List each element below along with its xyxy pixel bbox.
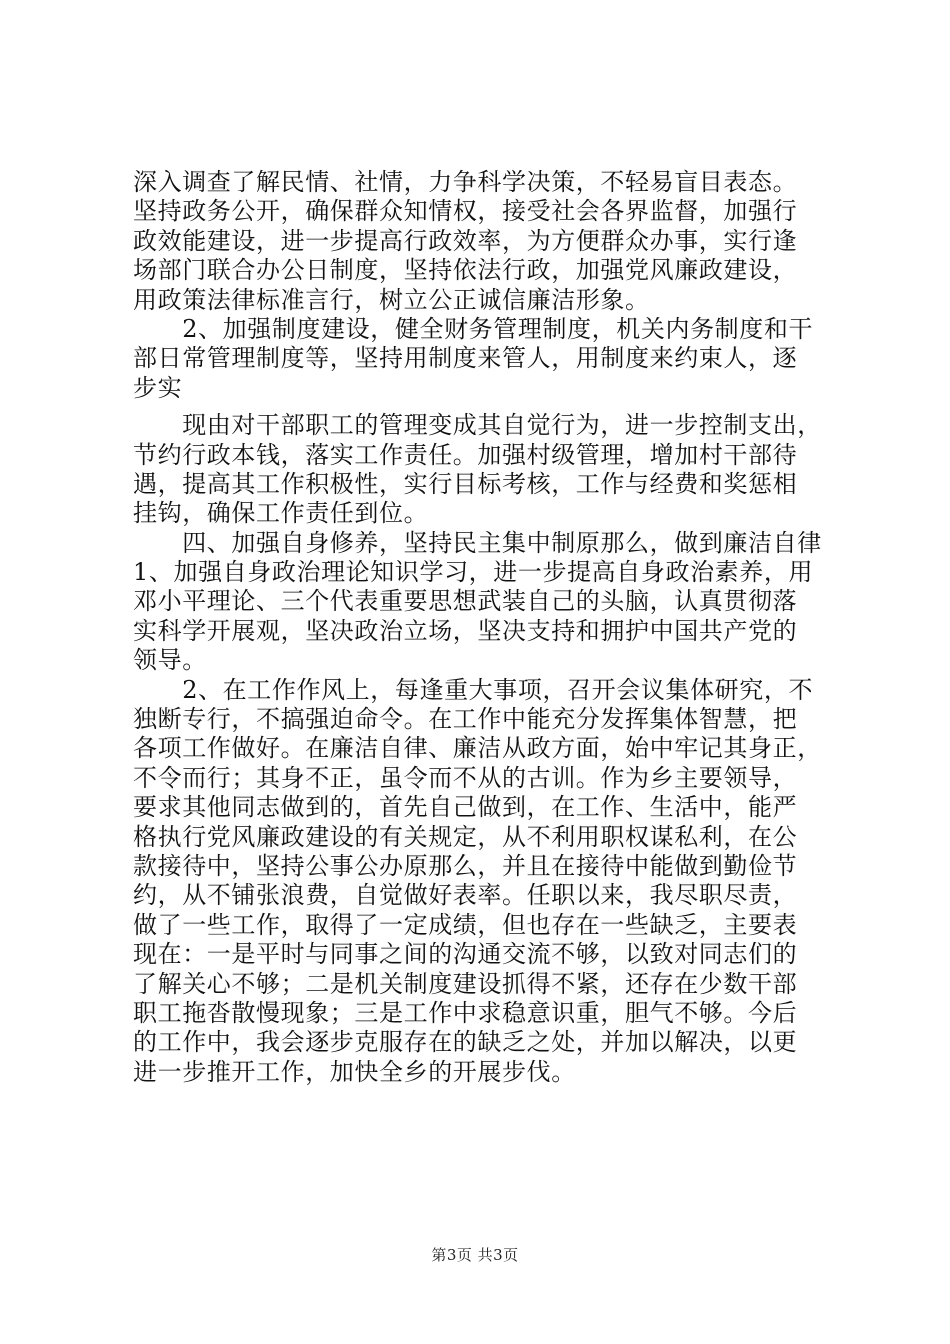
text-line: 进一步推开工作，加快全乡的开展步伐。 bbox=[133, 1057, 576, 1086]
text-line: 1、加强自身政治理论知识学习，进一步提高自身政治素养，用 bbox=[133, 558, 814, 587]
document-body bbox=[133, 168, 833, 1087]
text-line: 四、加强自身修养，坚持民主集中制原那么，做到廉洁自律 bbox=[133, 528, 822, 557]
page-number: 第3页 共3页 bbox=[431, 1246, 519, 1264]
text-line: 现由对干部职工的管理变成其自觉行为，进一步控制支出， bbox=[133, 411, 822, 440]
page-footer bbox=[0, 1244, 950, 1265]
text-line: 做了一些工作，取得了一定成绩，但也存在一些缺乏，主要表 bbox=[133, 910, 798, 939]
text-line: 领导。 bbox=[133, 646, 207, 675]
text-line: 职工拖沓散慢现象；三是工作中求稳意识重，胆气不够。今后 bbox=[133, 998, 798, 1027]
text-line: 格执行党风廉政建设的有关规定，从不利用职权谋私利，在公 bbox=[133, 822, 798, 851]
text-line: 各项工作做好。在廉洁自律、廉洁从政方面，始中牢记其身正， bbox=[133, 734, 822, 763]
paragraph-gap bbox=[133, 403, 833, 411]
text-line: 用政策法律标准言行，树立公正诚信廉洁形象。 bbox=[133, 285, 650, 314]
text-line: 场部门联合办公日制度，坚持依法行政，加强党风廉政建设， bbox=[133, 256, 798, 285]
text-line: 要求其他同志做到的，首先自己做到，在工作、生活中，能严 bbox=[133, 793, 798, 822]
text-line: 步实 bbox=[133, 373, 183, 402]
text-line: 深入调查了解民情、社情，力争科学决策，不轻易盲目表态。 bbox=[133, 168, 798, 196]
text-line: 部日常管理制度等，坚持用制度来管人，用制度来约束人，逐 bbox=[133, 344, 798, 373]
text-line: 约，从不铺张浪费，自觉做好表率。任职以来，我尽职尽责， bbox=[133, 881, 798, 910]
text-line: 政效能建设，进一步提高行政效率，为方便群众办事，实行逢 bbox=[133, 226, 798, 255]
text-line: 不令而行；其身不正，虽令而不从的古训。作为乡主要领导， bbox=[133, 763, 798, 792]
text-line: 的工作中，我会逐步克服存在的缺乏之处，并加以解决，以更 bbox=[133, 1028, 798, 1057]
text-line: 坚持政务公开，确保群众知情权，接受社会各界监督，加强行 bbox=[133, 197, 798, 226]
text-line: 了解关心不够；二是机关制度建设抓得不紧，还存在少数干部 bbox=[133, 969, 798, 998]
text-line: 独断专行，不搞强迫命令。在工作中能充分发挥集体智慧，把 bbox=[133, 705, 798, 734]
text-line: 现在：一是平时与同事之间的沟通交流不够，以致对同志们的 bbox=[133, 940, 798, 969]
text-line: 邓小平理论、三个代表重要思想武装自己的头脑，认真贯彻落 bbox=[133, 587, 798, 616]
text-line: 2、加强制度建设，健全财务管理制度，机关内务制度和干 bbox=[133, 314, 814, 343]
text-line: 2、在工作作风上，每逢重大事项，召开会议集体研究，不 bbox=[133, 675, 814, 704]
text-line: 遇，提高其工作积极性，实行目标考核，工作与经费和奖惩相 bbox=[133, 469, 798, 498]
text-line: 实科学开展观，坚决政治立场，坚决支持和拥护中国共产党的 bbox=[133, 616, 798, 645]
text-line: 款接待中，坚持公事公办原那么，并且在接待中能做到勤俭节 bbox=[133, 851, 798, 880]
text-line: 节约行政本钱，落实工作责任。加强村级管理，增加村干部待 bbox=[133, 440, 798, 469]
text-line: 挂钩，确保工作责任到位。 bbox=[133, 499, 429, 528]
